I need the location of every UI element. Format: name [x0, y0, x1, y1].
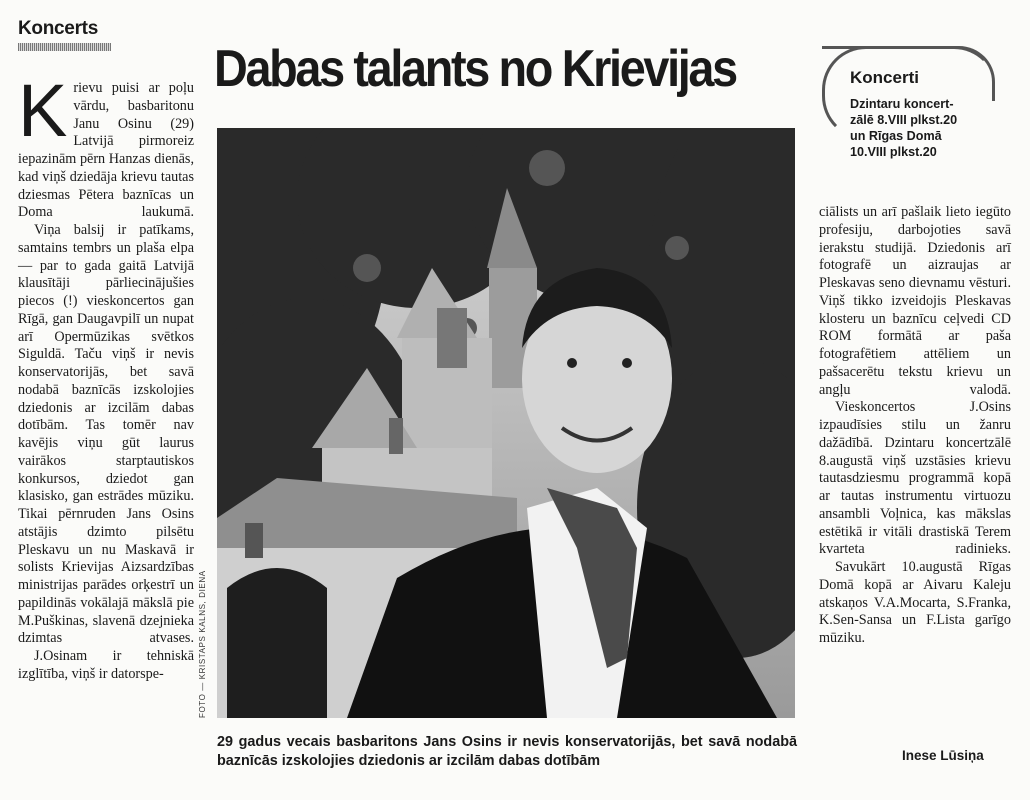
article-paragraph: Savukārt 10.augustā Rīgas Domā kopā ar Aivaru Kaleju atskaņos V.A.Mocarta, S.Franka, K.Sen-Sansa un F.Lista garīgo mūziku. [819, 559, 1011, 646]
article-paragraph: ciālists un arī pašlaik lieto iegūto profesiju, darbojoties savā ierakstu studijā. Dziedonis arī fotografē un aizraujas ar Pleskavas seno dievnamu vēsturi. Viņš tikko izveidojis Pleskavas klosteru un baznīcu ceļvedi CD ROM formātā ar paša fotografētiem attēliem un pašsacerētu tekstu krievu un angļu valodā. [819, 204, 1011, 398]
paragraph-text: rievu puisi ar poļu vārdu, basbaritonu Janu Osinu (29) Latvijā pirmoreiz iepazinām pērn Hanzas dienās, kad viņš dziedāja krievu tautas dziesmas Pētera baznīcas un Doma laukumā. [18, 80, 194, 221]
article-column-right [819, 204, 1011, 648]
photo-caption: 29 gadus vecais basbaritons Jans Osins ir nevis konservatorijās, bet savā nodabā baznīcās izskolojies dziedonis ar izcilām dabas dotībām [217, 734, 797, 769]
infobox-details [850, 96, 970, 160]
headline: Dabas talants no Krievijas [214, 40, 736, 98]
section-rule [18, 43, 111, 51]
infobox-line: 10.VIII plkst.20 [850, 145, 937, 159]
photo-credit: FOTO — KRISTAPS KALNS, DIENA [198, 570, 207, 718]
infobox-line: un Rīgas Domā [850, 129, 942, 143]
article-paragraph [18, 69, 194, 222]
photo [217, 128, 795, 718]
concert-infobox [822, 46, 996, 159]
article-column-left [18, 69, 194, 684]
infobox-title: Koncerti [850, 68, 919, 87]
article-paragraph: J.Osinam ir tehniskā izglītība, viņš ir datorspe- [18, 648, 194, 682]
section-label: Koncerts [18, 18, 98, 39]
church-portrait-image [217, 128, 795, 718]
article-paragraph: Vieskoncertos J.Osins izpaudīsies stilu un žanru dažādībā. Dzintaru koncertzālē 8.augustā viņš uzstāsies krievu tautasdziesmu programmā kopā ar tautas instrumentu virtuozu ansambli Voļnica, kas mākslas estētikā ir vitāli drastiskā Terem kvarteta radinieks. [819, 399, 1011, 558]
drop-cap: K [18, 69, 68, 152]
infobox-line: zālē 8.VIII plkst.20 [850, 113, 958, 127]
article-paragraph: Viņa balsij ir patīkams, samtains tembrs un plaša elpa — par to gada gaitā Latvijā klausītāji pārliecinājušies piecos (!) vieskoncertos gan Rīgā, gan Daugavpilī un nupat arī Opermūzikas svētkos Siguldā. Taču viņš ir nevis konservatorijās, bet savā nodabā baznīcās izskolojies dziedonis ar izcilām dabas dotībām. Tas tomēr nav kavējis viņu gūt laurus vairākos starptautiskos konkursos, dziedot gan klasisko, gan estrādes mūziku. Tikai pērnruden Jans Osins atstājis dzimto pilsētu Pleskavu un nu Maskavā ir solists Krievijas Aizsardzības ministrijas parādes orķestrī un papildinās vokālajā mākslā pie M.Puškinas, slavenā dzejnieka dzimtas atvases. [18, 222, 194, 647]
infobox-line: Dzintaru koncert- [850, 97, 954, 111]
author-byline: Inese Lūsiņa [902, 748, 984, 763]
